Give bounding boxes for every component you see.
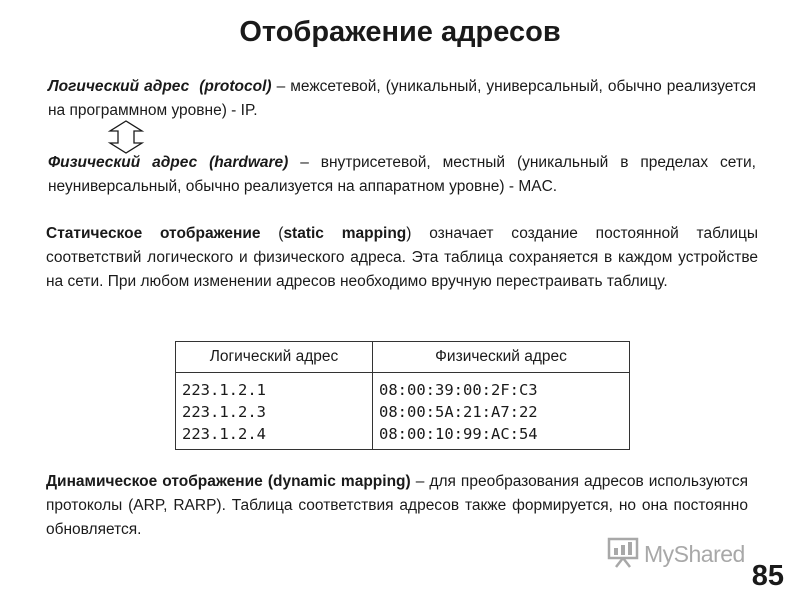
physical-address-value: 08:00:5A:21:A7:22 — [379, 403, 538, 421]
dynamic-mapping-text: – для преобразования адресов используются протоколы (ARP, RARP). Таблица соответствия адресов также формируется, но она постоянно обновляется. — [46, 473, 748, 538]
static-mapping-text: ) означает создание постоянной таблицы соответствий логического и физического адреса. Эта таблица сохраняется в каждом устройстве на сети. При любом изменении адресов необходимо вручную перестраивать таблицу. — [46, 225, 758, 290]
logical-address-value: 223.1.2.3 — [182, 403, 266, 421]
slide-number: 85 — [751, 560, 784, 592]
logical-address-cell — [176, 373, 373, 450]
watermark-logo-text: MyShared — [644, 541, 745, 567]
header-physical-address: Физический адрес — [373, 342, 630, 373]
physical-address-paragraph — [48, 151, 756, 199]
address-mapping-table — [175, 341, 630, 450]
slide-title: Отображение адресов — [239, 16, 561, 48]
logical-address-text: – межсетевой, (уникальный, универсальный, обычно реализуется на программном уровне) - IP. — [48, 78, 756, 119]
static-mapping-paragraph — [46, 222, 758, 294]
static-mapping-open: ( — [260, 225, 284, 242]
static-mapping-term-en: static mapping — [283, 225, 407, 242]
header-logical-address: Логический адрес — [176, 342, 373, 373]
presentation-board-icon — [606, 536, 640, 568]
logical-term-gap — [189, 78, 199, 95]
table-header-row — [176, 342, 630, 373]
dynamic-mapping-term: Динамическое отображение (dynamic mapping) — [46, 473, 411, 490]
logical-address-value: 223.1.2.1 — [182, 381, 266, 399]
physical-address-cell — [373, 373, 630, 450]
logical-address-term-en: (protocol) — [199, 78, 272, 95]
dynamic-mapping-paragraph — [46, 470, 748, 542]
physical-address-value: 08:00:10:99:AC:54 — [379, 425, 538, 443]
double-arrow-icon — [104, 120, 148, 154]
logical-address-term: Логический адрес — [48, 78, 190, 95]
physical-address-text: – внутрисетевой, местный (уникальный в пределах сети, неуниверсальный, обычно реализуется на аппаратном уровне) - MAC. — [48, 154, 756, 195]
logical-address-paragraph — [48, 75, 756, 123]
table-row — [176, 373, 630, 450]
logical-address-value: 223.1.2.4 — [182, 425, 266, 443]
physical-address-term: Физический адрес (hardware) — [48, 154, 289, 171]
physical-address-value: 08:00:39:00:2F:C3 — [379, 381, 538, 399]
static-mapping-term: Статическое отображение — [46, 225, 261, 242]
